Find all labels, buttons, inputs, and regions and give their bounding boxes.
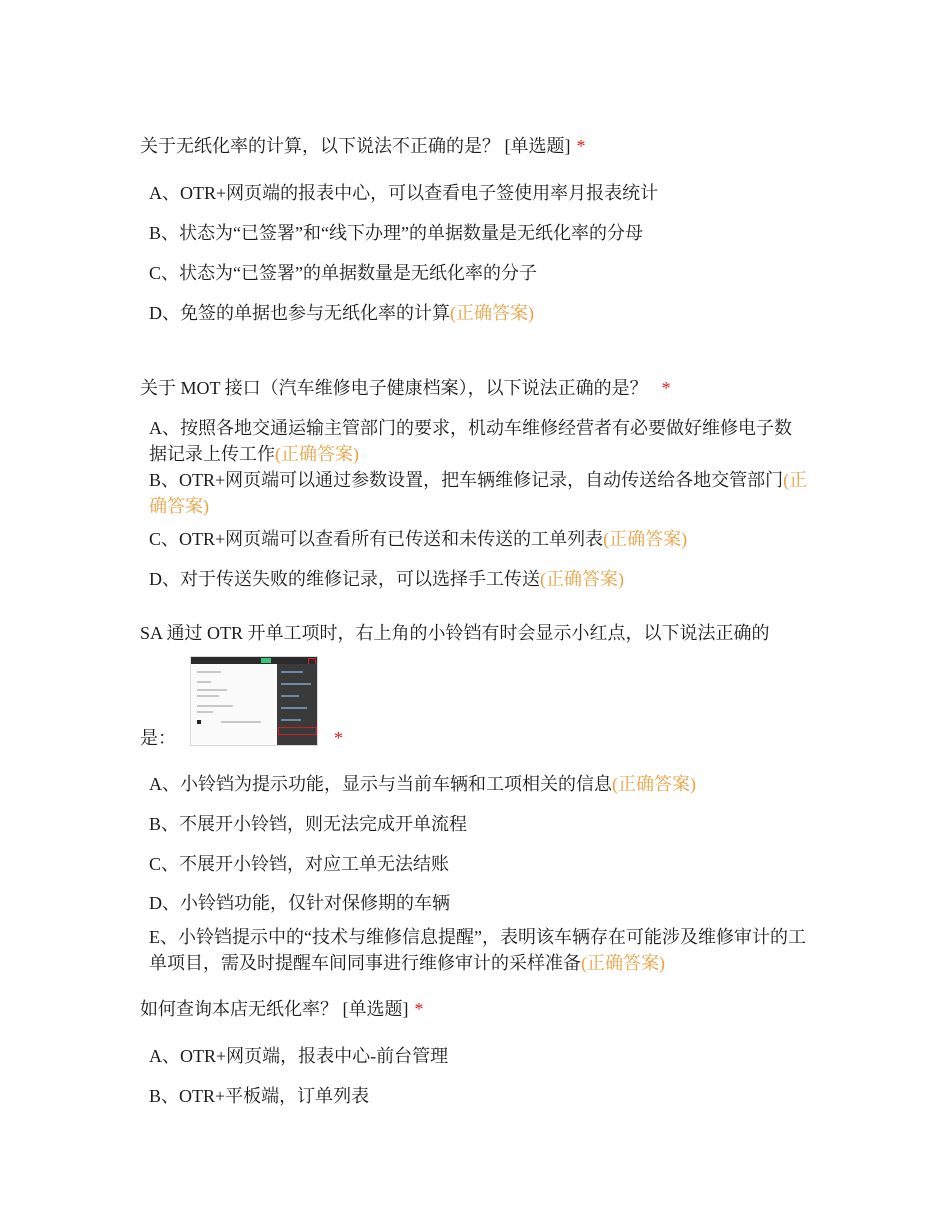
question-3-option-a[interactable] bbox=[149, 771, 809, 797]
option-text: B、OTR+平板端，订单列表 bbox=[149, 1086, 370, 1106]
question-2-title bbox=[140, 376, 671, 400]
required-mark: * bbox=[576, 136, 586, 156]
form-line bbox=[221, 721, 261, 723]
notification-line bbox=[281, 683, 311, 685]
question-1-title bbox=[140, 134, 586, 158]
checkbox-icon bbox=[197, 720, 201, 724]
question-1-text: 关于无纸化率的计算，以下说法不正确的是？ [单选题] bbox=[140, 136, 571, 156]
option-text: C、OTR+网页端可以查看所有已传送和未传送的工单列表 bbox=[149, 529, 604, 549]
question-2-option-b[interactable] bbox=[149, 467, 809, 519]
question-2-text: 关于 MOT 接口（汽车维修电子健康档案），以下说法正确的是？ bbox=[140, 378, 648, 398]
question-4-text: 如何查询本店无纸化率？ [单选题] bbox=[140, 999, 409, 1019]
option-text: B、OTR+网页端可以通过参数设置，把车辆维修记录，自动传送给各地交管部门 bbox=[149, 470, 784, 490]
option-text: B、状态为“已签署”和“线下办理”的单据数量是无纸化率的分母 bbox=[149, 223, 643, 243]
option-text: E、小铃铛提示中的“技术与维修信息提醒”，表明该车辆存在可能涉及维修审计的工单项目，需及时提醒车间同事进行维修审计的采样准备 bbox=[149, 927, 806, 973]
active-tab-indicator bbox=[261, 658, 271, 663]
option-text: B、不展开小铃铛，则无法完成开单流程 bbox=[149, 814, 468, 834]
question-1-option-c[interactable] bbox=[149, 260, 809, 286]
question-2-option-a[interactable] bbox=[149, 415, 809, 467]
notification-line bbox=[281, 719, 301, 721]
question-3-screenshot-image bbox=[190, 656, 318, 746]
option-text: A、小铃铛为提示功能，显示与当前车辆和工项相关的信息 bbox=[149, 774, 612, 794]
question-1-option-a[interactable] bbox=[149, 180, 809, 206]
required-mark: * bbox=[334, 728, 343, 748]
answer-tag: (正确答案) bbox=[603, 529, 688, 549]
option-text: D、对于传送失败的维修记录，可以选择手工传送 bbox=[149, 569, 540, 589]
question-3-text: SA 通过 OTR 开单工项时，右上角的小铃铛有时会显示小红点，以下说法正确的 bbox=[140, 623, 770, 643]
required-mark: * bbox=[414, 999, 424, 1019]
form-line bbox=[197, 689, 227, 691]
option-text: C、不展开小铃铛，对应工单无法结账 bbox=[149, 854, 450, 874]
form-line bbox=[197, 681, 211, 683]
question-3-option-c[interactable] bbox=[149, 851, 809, 877]
question-1-option-b[interactable] bbox=[149, 220, 809, 246]
question-3-title bbox=[140, 621, 770, 645]
question-4-option-b[interactable] bbox=[149, 1083, 809, 1109]
question-1-option-d[interactable] bbox=[149, 300, 809, 326]
question-4-option-a[interactable] bbox=[149, 1043, 809, 1069]
answer-tag: (正确答案) bbox=[612, 774, 696, 794]
answer-tag: (正确答案) bbox=[149, 470, 808, 516]
answer-tag: (正确答案) bbox=[450, 303, 534, 323]
form-line bbox=[197, 711, 213, 713]
maintenance-reminder-highlight bbox=[278, 727, 317, 735]
option-text: C、状态为“已签署”的单据数量是无纸化率的分子 bbox=[149, 263, 537, 283]
notification-line bbox=[281, 707, 307, 709]
question-2-option-c[interactable] bbox=[149, 526, 809, 552]
answer-tag: (正确答案) bbox=[275, 444, 359, 464]
question-3-title-continued: 是： bbox=[140, 728, 176, 748]
app-header-bar bbox=[191, 657, 317, 664]
question-2-option-d[interactable] bbox=[149, 566, 809, 592]
option-text: A、OTR+网页端，报表中心-前台管理 bbox=[149, 1046, 449, 1066]
option-text: D、小铃铛功能，仅针对保修期的车辆 bbox=[149, 893, 450, 913]
form-line bbox=[197, 705, 233, 707]
form-line bbox=[197, 671, 221, 673]
form-line bbox=[197, 695, 219, 697]
required-mark: * bbox=[661, 378, 671, 398]
option-text: D、免签的单据也参与无纸化率的计算 bbox=[149, 303, 450, 323]
notification-line bbox=[281, 695, 299, 697]
option-text: A、按照各地交通运输主管部门的要求，机动车维修经营者有必要做好维修电子数据记录上传工作 bbox=[149, 418, 792, 464]
question-4-title bbox=[140, 997, 424, 1021]
answer-tag: (正确答案) bbox=[540, 569, 624, 589]
notification-line bbox=[281, 671, 303, 673]
answer-tag: (正确答案) bbox=[581, 953, 665, 973]
question-3-option-d[interactable] bbox=[149, 890, 809, 916]
option-text: A、OTR+网页端的报表中心，可以查看电子签使用率月报表统计 bbox=[149, 183, 659, 203]
question-3-option-e[interactable] bbox=[149, 924, 809, 976]
question-3-option-b[interactable] bbox=[149, 811, 809, 837]
